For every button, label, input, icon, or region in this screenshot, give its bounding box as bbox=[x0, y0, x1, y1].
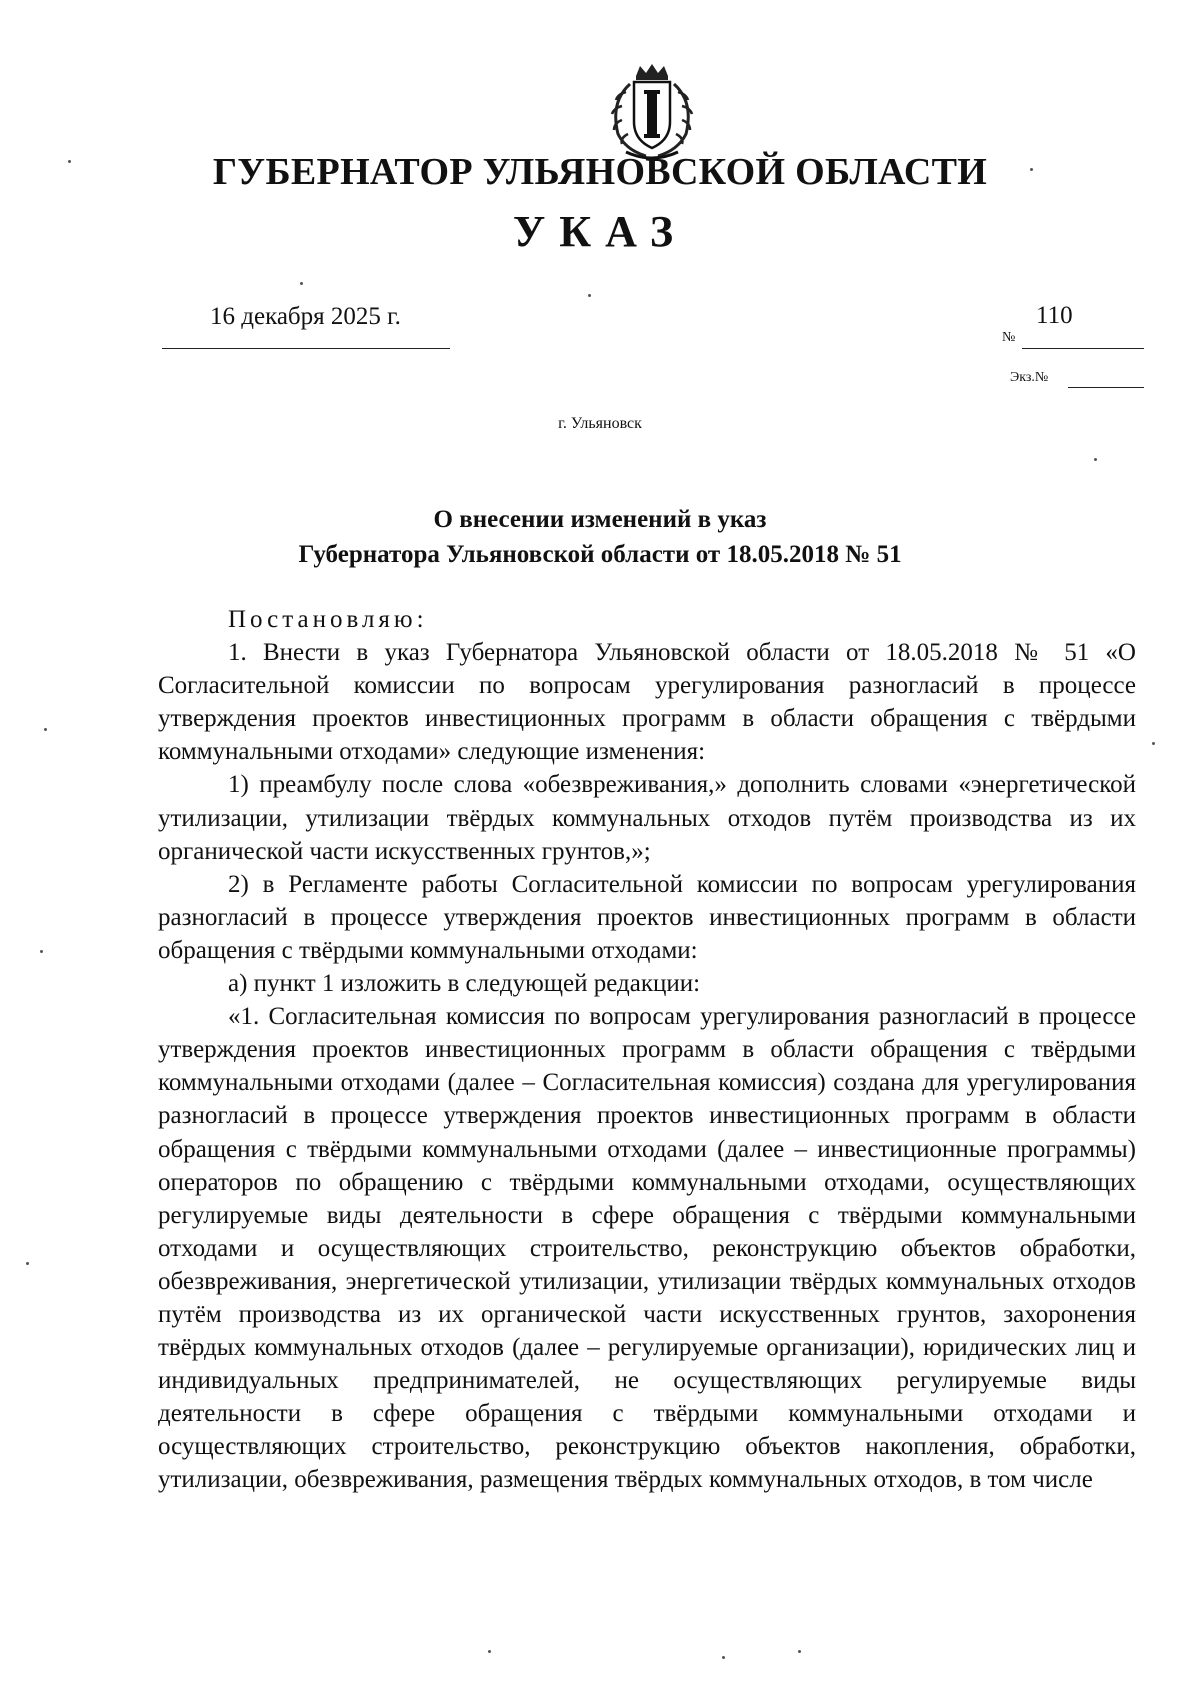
scan-speck bbox=[1152, 742, 1155, 745]
date-underline bbox=[162, 348, 450, 349]
document-title bbox=[0, 502, 1200, 572]
number-label: № bbox=[1002, 330, 1016, 345]
coat-of-arms-icon bbox=[596, 62, 708, 162]
paragraph-1-2: 2) в Регламенте работы Согласительной комиссии по вопросам урегулирования разногласий в процессе утверждения проектов инвестиционных программ в области обращения с твёрдыми коммунальными отходами: bbox=[158, 870, 1136, 964]
scan-speck bbox=[1030, 168, 1033, 171]
decree-number: 110 bbox=[1036, 302, 1073, 329]
paragraph-1-1: 1) преамбулу после слова «обезвреживания,» дополнить словами «энергетической утилизации, утилизации твёрдых коммунальных отходов путём производства из их органической части искусственных грунтов,»; bbox=[158, 771, 1136, 865]
scan-speck bbox=[40, 950, 43, 953]
copy-number-underline bbox=[1068, 387, 1144, 388]
title-line-2: Губернатора Ульяновской области от 18.05.2018 № 51 bbox=[298, 541, 902, 568]
paragraph-1: 1. Внести в указ Губернатора Ульяновской области от 18.05.2018 № 51 «О Согласительной комиссии по вопросам урегулирования разногласий в процессе утверждения проектов инвестиционных программ в области обращения с твёрдыми коммунальными отходами» следующие изменения: bbox=[158, 639, 1136, 766]
scan-speck bbox=[588, 294, 591, 297]
paragraph-resolve: Постановляю: bbox=[228, 606, 428, 633]
title-line-1: О внесении изменений в указ bbox=[433, 506, 767, 533]
scan-speck bbox=[68, 160, 71, 163]
authority-heading: ГУБЕРНАТОР УЛЬЯНОВСКОЙ ОБЛАСТИ bbox=[212, 151, 988, 193]
scan-speck bbox=[300, 282, 303, 285]
scan-speck bbox=[1094, 458, 1097, 461]
document-body bbox=[158, 603, 1136, 1497]
decree-date: 16 декабря 2025 г. bbox=[210, 303, 401, 330]
number-underline bbox=[1022, 348, 1144, 349]
scan-speck bbox=[26, 1262, 29, 1265]
scan-speck bbox=[44, 728, 47, 731]
scan-speck bbox=[798, 1650, 801, 1653]
paragraph-1-2-a: а) пункт 1 изложить в следующей редакции: bbox=[228, 970, 701, 998]
scan-speck bbox=[488, 1650, 491, 1653]
scan-speck bbox=[722, 1656, 725, 1659]
document-type-heading: УКАЗ bbox=[512, 207, 688, 256]
copy-number-label: Экз.№ bbox=[1010, 370, 1049, 385]
city-name: г. Ульяновск bbox=[558, 415, 642, 432]
paragraph-quoted-1: «1. Согласительная комиссия по вопросам урегулирования разногласий в процессе утверждения проектов инвестиционных программ в области обращения с твёрдыми коммунальными отходами (далее – Согласительная комиссия) создана для урегулирования разногласий в процессе утверждения проектов инвестиционных программ в области обращения с твёрдыми коммунальными отходами (далее – инвестиционные программы) операторов по обращению с твёрдыми коммунальными отходами, осуществляющих регулируемые виды деятельности в сфере обращения с твёрдыми коммунальными отходами и осуществляющих строительство, реконструкцию объектов обработки, обезвреживания, энергетической утилизации, утилизации твёрдых коммунальных отходов путём производства из их органической части искусственных грунтов, захоронения твёрдых коммунальных отходов (далее – регулируемые организации), юридических лиц и индивидуальных предпринимателей, не осуществляющих регулируемые виды деятельности в сфере обращения с твёрдыми коммунальными отходами и осуществляющих строительство, реконструкцию объектов накопления, обработки, утилизации, обезвреживания, размещения твёрдых коммунальных отходов, в том числе bbox=[158, 1003, 1136, 1494]
